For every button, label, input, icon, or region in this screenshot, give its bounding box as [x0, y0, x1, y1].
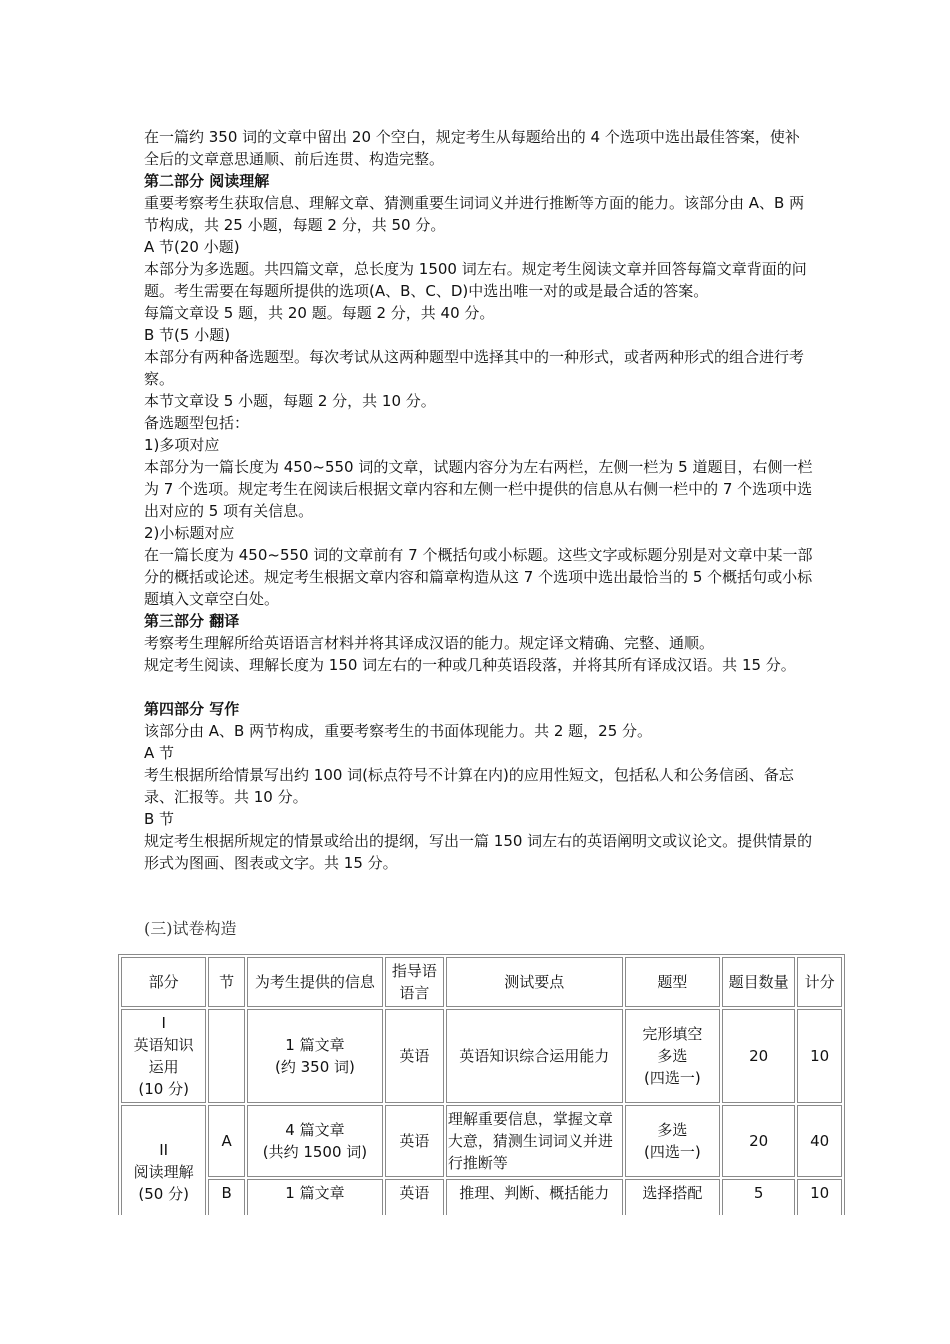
header-type: 题型: [625, 957, 720, 1007]
paragraph: 规定考生阅读、理解长度为 150 词左右的一种或几种英语段落，并将其所有译成汉语。共 15 分。: [144, 656, 796, 674]
row1-info-line: 1 篇文章: [285, 1036, 345, 1054]
paragraph: 考生根据所给情景写出约 100 词(标点符号不计算在内)的应用性短文，包括私人和公务信函、备忘录、汇报等。共 10 分。: [144, 766, 794, 806]
row2-type-line: (四选一): [644, 1143, 701, 1161]
row1-part-line: 运用: [148, 1058, 179, 1076]
paragraph: 在一篇长度为 450~550 词的文章前有 7 个概括句或小标题。这些文字或标题分别是对文章中某一部分的概括或论述。规定考生根据文章内容和篇章构造从这 7 个选项中选出最恰当的 5 个概括句或小标题填入文章空白处。: [144, 546, 813, 608]
row1-focus: 英语知识综合运用能力: [446, 1009, 623, 1103]
row2-info-line: 4 篇文章: [285, 1121, 345, 1139]
row3-info: 1 篇文章: [247, 1179, 383, 1215]
row2-part-line: II: [159, 1141, 169, 1159]
row1-info-line: (约 350 词): [274, 1058, 355, 1076]
row1-type-line: 完形填空: [642, 1025, 703, 1043]
row2-type: [625, 1105, 720, 1177]
section-subtitle: (三)试卷构造: [144, 919, 237, 938]
row2-section: A: [208, 1105, 245, 1177]
section-heading: 第四部分 写作: [144, 700, 240, 718]
paragraph: B 节: [144, 810, 175, 828]
table-row: [121, 1009, 842, 1103]
row3-language: 英语: [385, 1179, 444, 1215]
row3-score: 10: [797, 1179, 842, 1215]
paragraph: 本部分为一篇长度为 450~550 词的文章，试题内容分为左右两栏，左侧一栏为 5 道题目，右侧一栏为 7 个选项。规定考生在阅读后根据文章内容和左侧一栏中提供的信息从右侧一栏中的 7 个选项中选出对应的 5 项有关信息。: [144, 458, 813, 520]
row1-type: [625, 1009, 720, 1103]
exam-structure-table: [118, 954, 845, 1215]
row1-count: 20: [722, 1009, 795, 1103]
paragraph: 重要考察考生获取信息、理解文章、猜测重要生词词义并进行推断等方面的能力。该部分由 A、B 两节构成，共 25 小题，每题 2 分，共 50 分。: [144, 194, 805, 234]
paragraph: A 节(20 小题): [144, 238, 240, 256]
row3-focus: 推理、判断、概括能力: [446, 1179, 623, 1215]
paragraph: 考察考生理解所给英语语言材料并将其译成汉语的能力。规定译文精确、完整、通顺。: [144, 634, 715, 652]
paragraph: 该部分由 A、B 两节构成，重要考察考生的书面体现能力。共 2 题，25 分。: [144, 722, 653, 740]
row1-part-line: (10 分): [138, 1080, 189, 1098]
header-focus: 测试要点: [446, 957, 623, 1007]
row1-info: [247, 1009, 383, 1103]
blank-line: [144, 676, 814, 698]
row2-type-line: 多选: [657, 1121, 688, 1139]
paragraph: 2)小标题对应: [144, 524, 235, 542]
paragraph: 本部分为多选题。共四篇文章，总长度为 1500 词左右。规定考生阅读文章并回答每篇文章背面的问题。考生需要在每题所提供的选项(A、B、C、D)中选出唯一对的或是最合适的答案。: [144, 260, 807, 300]
paragraph: 每篇文章设 5 题，共 20 题。每题 2 分，共 40 分。: [144, 304, 495, 322]
paragraph: 备选题型包括：: [144, 414, 250, 432]
row1-score: 10: [797, 1009, 842, 1103]
section-heading: 第三部分 翻译: [144, 612, 240, 630]
table-row: [121, 1179, 842, 1215]
row3-section: B: [208, 1179, 245, 1215]
header-info: 为考生提供的信息: [247, 957, 383, 1007]
header-score: 计分: [797, 957, 842, 1007]
paragraph: 1)多项对应: [144, 436, 220, 454]
row3-count: 5: [722, 1179, 795, 1215]
row1-part-line: 英语知识: [133, 1036, 194, 1054]
row2-part-line: (50 分): [138, 1185, 189, 1203]
table-row: [121, 1105, 842, 1177]
document-body: [144, 126, 814, 874]
header-part: 部分: [121, 957, 206, 1007]
header-count: 题目数量: [722, 957, 795, 1007]
paragraph: A 节: [144, 744, 175, 762]
paragraph: 在一篇约 350 词的文章中留出 20 个空白，规定考生从每题给出的 4 个选项中选出最佳答案，使补全后的文章意思通顺、前后连贯、构造完整。: [144, 128, 800, 168]
row2-count: 20: [722, 1105, 795, 1177]
row1-type-line: (四选一): [644, 1069, 701, 1087]
row2-score: 40: [797, 1105, 842, 1177]
row2-info-line: (共约 1500 词): [262, 1143, 368, 1161]
row1-part: [121, 1009, 206, 1103]
paragraph: B 节(5 小题): [144, 326, 231, 344]
exam-structure-table-wrapper: [118, 954, 845, 1215]
row1-part-line: I: [161, 1014, 166, 1032]
section-heading: 第二部分 阅读理解: [144, 172, 270, 190]
row2-info: [247, 1105, 383, 1177]
header-section: 节: [208, 957, 245, 1007]
table-header-row: [121, 957, 842, 1007]
row1-type-line: 多选: [657, 1047, 688, 1065]
row1-section: [208, 1009, 245, 1103]
header-language: 指导语语言: [385, 957, 444, 1007]
paragraph: 规定考生根据所规定的情景或给出的提纲，写出一篇 150 词左右的英语阐明文或议论文。提供情景的形式为图画、图表或文字。共 15 分。: [144, 832, 813, 872]
row2-part: [121, 1105, 206, 1215]
row2-part-line: 阅读理解: [133, 1163, 194, 1181]
row2-focus: 理解重要信息，掌握文章大意，猜测生词词义并进行推断等: [446, 1105, 623, 1177]
paragraph: 本部分有两种备选题型。每次考试从这两种题型中选择其中的一种形式，或者两种形式的组合进行考察。: [144, 348, 805, 388]
row2-language: 英语: [385, 1105, 444, 1177]
row3-type: 选择搭配: [625, 1179, 720, 1215]
paragraph: 本节文章设 5 小题，每题 2 分，共 10 分。: [144, 392, 436, 410]
row1-language: 英语: [385, 1009, 444, 1103]
